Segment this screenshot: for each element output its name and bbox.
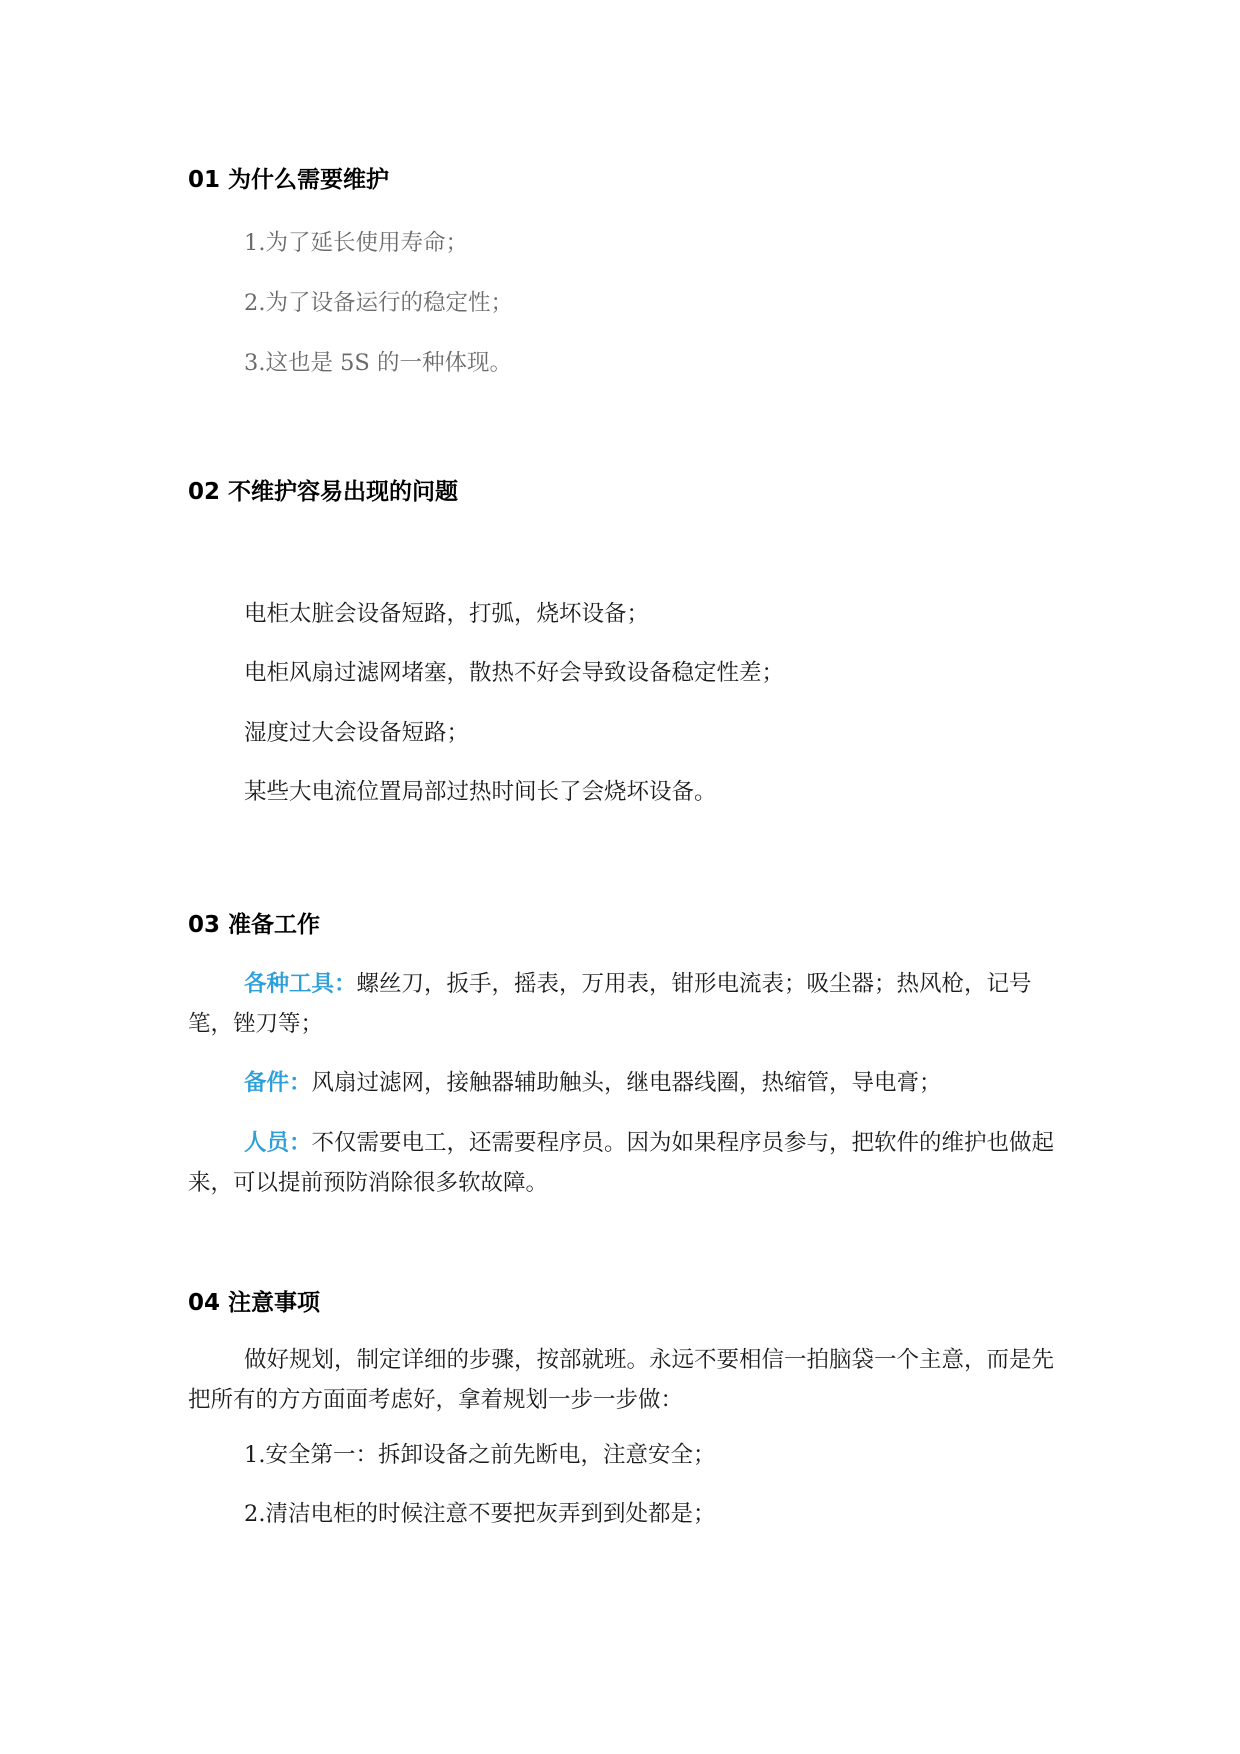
spare-parts-label: 备件： — [244, 1070, 312, 1096]
section-02-item-2: 电柜风扇过滤网堵塞，散热不好会导致设备稳定性差； — [244, 660, 785, 686]
section-01-heading: 01 为什么需要维护 — [188, 167, 390, 193]
section-04-item-1: 1.安全第一：拆卸设备之前先断电，注意安全； — [244, 1442, 716, 1468]
personnel-text: 不仅需要电工，还需要程序员。因为如果程序员参与，把软件的维护也做起来，可以提前预防消除很多软故障。 — [188, 1130, 1055, 1196]
tools-label: 各种工具： — [244, 971, 357, 997]
section-03-heading: 03 准备工作 — [188, 912, 321, 938]
section-02-heading: 02 不维护容易出现的问题 — [188, 479, 459, 505]
section-04-item-2: 2.清洁电柜的时候注意不要把灰弄到到处都是； — [244, 1501, 716, 1527]
section-02-item-1: 电柜太脏会设备短路，打弧，烧坏设备； — [244, 601, 650, 627]
section-04-intro: 做好规划，制定详细的步骤，按部就班。永远不要相信一拍脑袋一个主意，而是先把所有的方方面面考虑好，拿着规划一步一步做： — [188, 1347, 1055, 1413]
spare-parts-paragraph — [188, 1063, 1058, 1103]
section-01-item-3: 3.这也是 5S 的一种体现。 — [244, 350, 513, 376]
section-01-item-1: 1.为了延长使用寿命； — [244, 230, 468, 256]
section-02-item-3: 湿度过大会设备短路； — [244, 720, 470, 746]
section-04-heading: 04 注意事项 — [188, 1290, 321, 1316]
section-01-item-2: 2.为了设备运行的稳定性； — [244, 290, 513, 316]
section-02-item-4: 某些大电流位置局部过热时间长了会烧坏设备。 — [244, 779, 717, 805]
personnel-paragraph — [188, 1123, 1058, 1203]
personnel-label: 人员： — [244, 1130, 312, 1156]
spare-parts-text: 风扇过滤网，接触器辅助触头，继电器线圈，热缩管，导电膏； — [311, 1070, 942, 1096]
tools-text: 螺丝刀，扳手，摇表，万用表，钳形电流表；吸尘器；热风枪，记号笔，锉刀等； — [188, 971, 1032, 1037]
tools-paragraph — [188, 964, 1058, 1044]
